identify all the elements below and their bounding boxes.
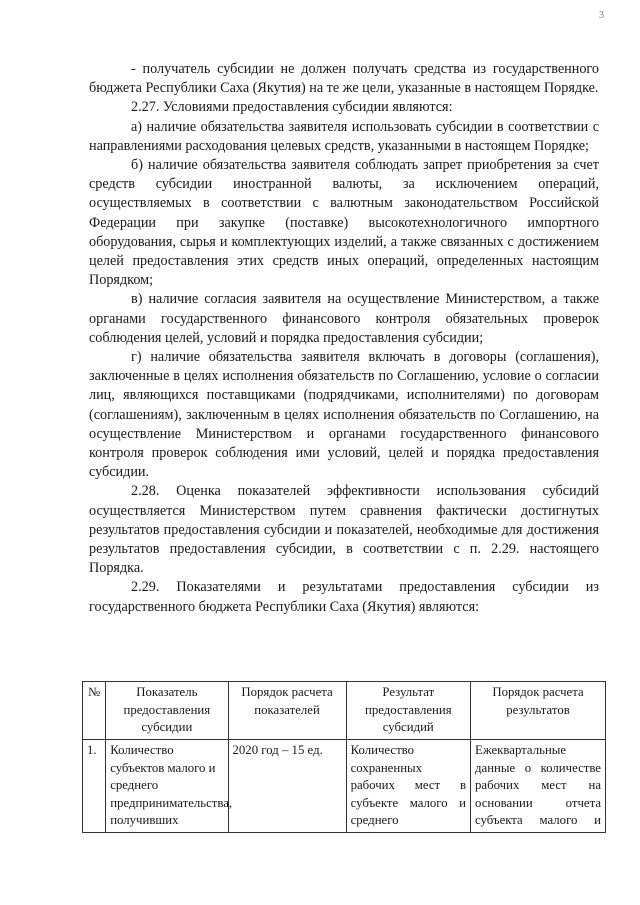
- cell-result: Количество сохраненных рабочих мест в субъекте малого и среднего: [346, 740, 470, 833]
- header-indicator: Показатель предоставления субсидии: [106, 682, 228, 740]
- paragraph-2-27-b: б) наличие обязательства заявителя соблюдать запрет приобретения за счет средств субсидии иностранной валюты, за исключением операций, осуществляемых в соответствии с валютным законодательством Российской Федерации при закупке (поставке) высокотехнологичного импортного оборудования, сырья и комплектующих изделий, а также связанных с достижением целей предоставления этих средств иных операций, определенных настоящим Порядком;: [89, 157, 599, 289]
- cell-indicator-calc: 2020 год – 15 ед.: [228, 740, 346, 833]
- paragraph-2-27-heading: 2.27. Условиями предоставления субсидии являются:: [131, 99, 453, 116]
- paragraph-2-29: 2.29. Показателями и результатами предоставления субсидии из государственного бюджета Республики Саха (Якутия) являются:: [89, 579, 599, 615]
- header-indicator-calc: Порядок расчета показателей: [228, 682, 346, 740]
- page-corner-mark: 3: [599, 10, 604, 21]
- header-number: №: [83, 682, 106, 740]
- header-result-calc: Порядок расчета результатов: [471, 682, 606, 740]
- table-row: [83, 740, 606, 833]
- cell-number: 1.: [83, 740, 106, 833]
- document-body: [89, 60, 599, 617]
- paragraph-2-27-a: а) наличие обязательства заявителя использовать субсидии в соответствии с направлениями расходования целевых средств, указанными в настоящем Порядке;: [89, 118, 599, 154]
- header-result: Результат предоставления субсидий: [346, 682, 470, 740]
- paragraph-2-27-g: г) наличие обязательства заявителя включать в договоры (соглашения), заключенные в целях исполнения обязательств по Соглашению, условие о согласии лиц, являющихся поставщиками (подрядчиками, исполнителями) по договорам (соглашениям), заключенным в целях исполнения обязательств по Соглашению, на осуществление Министерством и органами государственного финансового контроля проверок соблюдения ими условий, целей и порядка предоставления субсидии.: [89, 349, 599, 481]
- cell-result-calc: Ежеквартальные данные о количестве рабочих мест на основании отчета субъекта малого и: [471, 740, 606, 833]
- cell-indicator: Количество субъектов малого и среднего предпринимательства, получивших: [106, 740, 228, 833]
- paragraph-2-28: 2.28. Оценка показателей эффективности использования субсидий осуществляется Министерством путем сравнения фактически достигнутых результатов предоставления субсидии и показателей, необходимые для достижения результатов предоставления субсидии, в соответствии с п. 2.29. настоящего Порядка.: [89, 483, 599, 577]
- paragraph-2-27-v: в) наличие согласия заявителя на осуществление Министерством, а также органами государственного финансового контроля обязательных проверок соблюдения целей, условий и порядка предоставления субсидии;: [89, 291, 599, 346]
- paragraph-recipient-restriction: - получатель субсидии не должен получать средства из государственного бюджета Республики Саха (Якутия) на те же цели, указанные в настоящем Порядке.: [89, 61, 599, 97]
- table-header-row: [83, 682, 606, 740]
- indicators-table: [82, 681, 606, 833]
